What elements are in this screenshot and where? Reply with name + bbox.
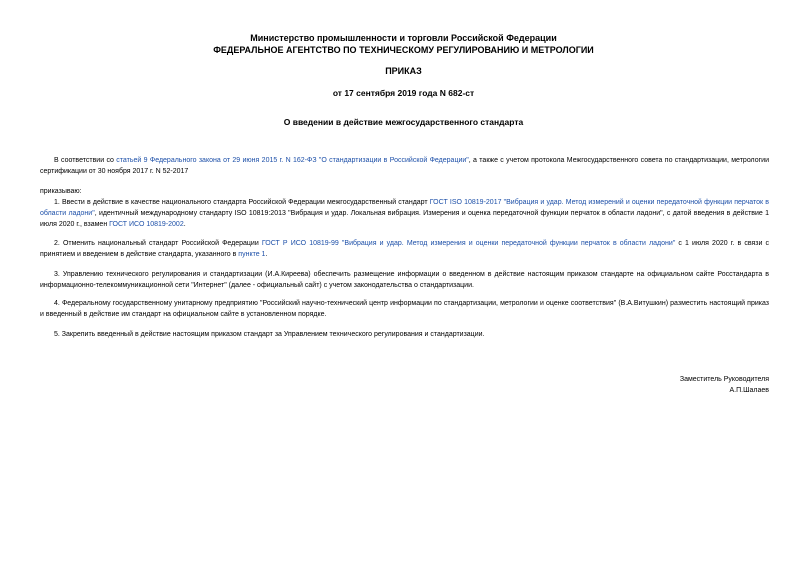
gost-iso-10819-2017-link[interactable]: ГОСТ ISO 10819-2017 "Вибрация и удар. Метод измерений и оценки передаточной функции перчаток в области ладони" xyxy=(40,199,769,217)
preamble-paragraph xyxy=(40,155,769,177)
signatory-position: Заместитель Руководителя xyxy=(679,376,769,383)
order-word: приказываю: xyxy=(40,188,82,195)
ministry-title: Министерство промышленности и торговли Российской Федерации xyxy=(250,33,557,43)
document-date-number: от 17 сентября 2019 года N 682-ст xyxy=(332,88,475,98)
item-3-text: 3. Управлению технического регулирования и стандартизации (И.А.Киреева) обеспечить размещение информации о введенном в действие настоящим приказом стандарте на официальном сайте Росстандарта в информационно-телекоммуникационной сети "Интернет" (далее - официальный сайт) с учетом законодательства о стандартизации. xyxy=(40,271,769,289)
item-2-text-3: . xyxy=(265,251,268,258)
preamble-text-1: В соответствии со xyxy=(54,157,117,164)
gost-r-iso-10819-99-link[interactable]: ГОСТ Р ИСО 10819-99 "Вибрация и удар. Метод измерения и оценки передаточной функции перчаток в области ладони" xyxy=(261,240,676,247)
gost-iso-10819-2002-link[interactable]: ГОСТ ИСО 10819-2002 xyxy=(109,221,184,228)
item-2-paragraph xyxy=(40,238,769,260)
item-1-reference-link[interactable]: пункте 1 xyxy=(238,251,266,258)
item-4-text: 4. Федеральному государственному унитарному предприятию "Российский научно-технический центр информации по стандартизации, метрологии и оценке соответствия" (В.А.Витушкин) разместить настоящий приказ и введенный в действие им стандарт на официальном сайте в установленном порядке. xyxy=(40,300,769,318)
document-subject: О введении в действие межгосударственного стандарта xyxy=(283,117,524,127)
item-2-text-1: 2. Отменить национальный стандарт Российской Федерации xyxy=(54,240,262,247)
item-5-paragraph xyxy=(40,329,769,340)
item-1-text-2: , идентичный международному стандарту ISO 10819:2013 "Вибрация и удар. Локальная вибрация. Измерения и оценка передаточной функции перчаток в области ладони", с датой введения в действие 1 июля 2020 г., взамен xyxy=(40,210,769,228)
item-3-paragraph xyxy=(40,269,769,291)
item-4-paragraph xyxy=(40,298,769,320)
document-type: ПРИКАЗ xyxy=(385,66,422,76)
agency-title: ФЕДЕРАЛЬНОЕ АГЕНТСТВО ПО ТЕХНИЧЕСКОМУ РЕГУЛИРОВАНИЮ И МЕТРОЛОГИИ xyxy=(213,45,594,55)
item-1-paragraph xyxy=(40,197,769,230)
federal-law-link[interactable]: статьей 9 Федерального закона от 29 июня 2015 г. N 162-ФЗ "О стандартизации в Российской Федерации" xyxy=(116,157,469,164)
item-5-text: 5. Закрепить введенный в действие настоящим приказом стандарт за Управлением технического регулирования и стандартизации. xyxy=(54,331,485,338)
signatory-name: А.П.Шалаев xyxy=(729,387,769,394)
item-1-text-1: 1. Ввести в действие в качестве национального стандарта Российской Федерации межгосударственный стандарт xyxy=(54,199,430,206)
item-2-text-2: с 1 июля 2020 г. в связи с принятием и введением в действие стандарта, указанного в xyxy=(40,240,770,258)
preamble-text-2: , а также с учетом протокола Межгосударственного совета по стандартизации, метрологии сертификации от 30 ноября 2017 г. N 52-2017 xyxy=(40,157,769,175)
item-1-text-3: . xyxy=(183,221,186,228)
